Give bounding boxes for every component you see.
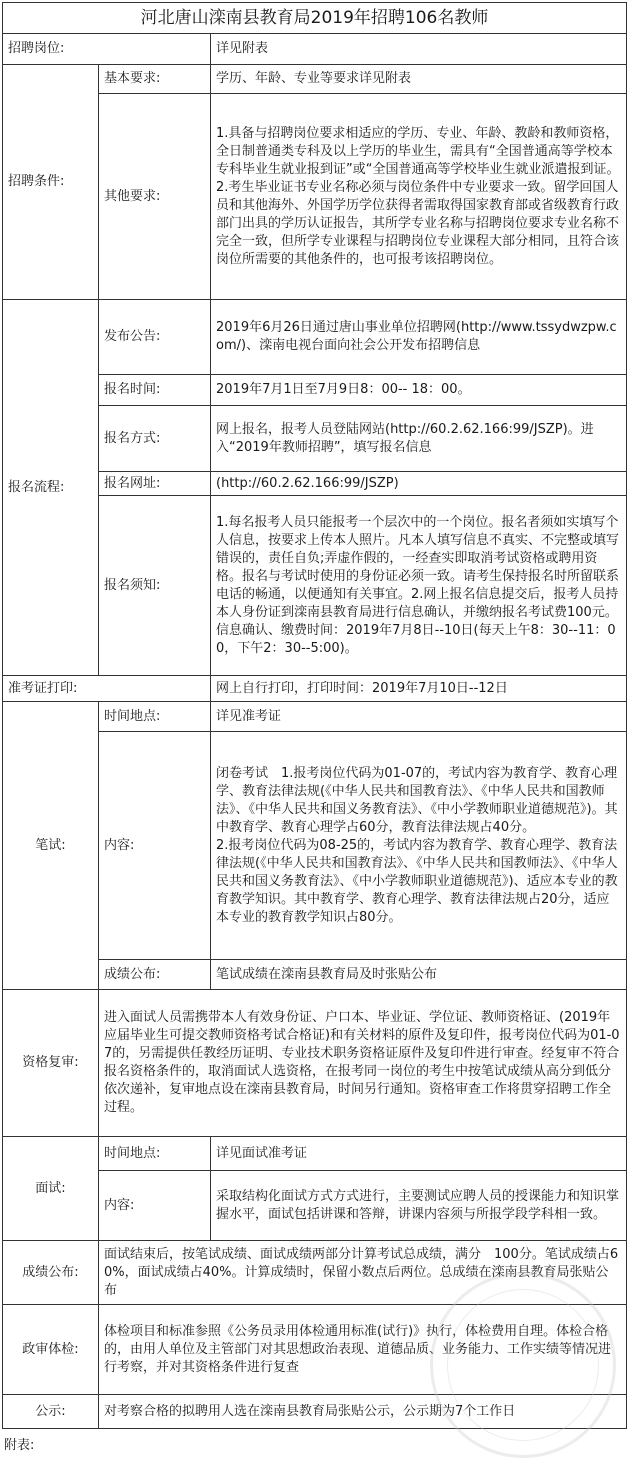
physical-value: 体检项目和标准参照《公务员录用体检通用标准(试行)》执行，体检费用自理。体检合格的，由用人单位及主管部门对其思想政治表现、道德品质、业务能力、工作实绩等情况进行考察，并对其资格条件进行复查 [99, 1305, 627, 1395]
announce-value: 2019年6月26日通过唐山事业单位招聘网(http://www.tssydwzpw.com/)、滦南电视台面向社会公开发布招聘信息 [211, 300, 627, 375]
written-content-part-1: 闭卷考试 1.报考岗位代码为01-07的，考试内容为教育学、教育心理学、教育法律法规(《中华人民共和国教育法》、《中华人民共和国教师法》、《中华人民共和国义务教育法》、《中小学教师职业道德规范》)。其中教育学、教育心理学占60分，教育法律法规占40分。 [216, 765, 618, 835]
interview-content-value: 采取结构化面试方式方式进行，主要测试应聘人员的授课能力和知识掌握水平，面试包括讲课和答辩，讲课内容须与所报学段学科相一致。 [211, 1171, 627, 1241]
review-value: 进入面试人员需携带本人有效身份证、户口本、毕业证、学位证、教师资格证、(2019年应届毕业生可提交教师资格考试合格证)和有关材料的原件及复印件，报考岗位代码为01-07的，另需提供任教经历证明、专业技术职务资格证原件及复印件进行审查。经复审不符合报名资格条件的，取消面试人选资格，在报考同一岗位的考生中按笔试成绩从高分到低分依次递补，复审地点设在滦南县教育局，时间另行通知。资格审查工作将贯穿招聘工作全过程。 [99, 990, 627, 1137]
review-label: 资格复审: [3, 990, 99, 1137]
other-requirement-value: 1.具备与招聘岗位要求相适应的学历、专业、年龄、教龄和教师资格，全日制普通类专科及以上学历的毕业生，需具有“全国普通高等学校本专科毕业生就业报到证”或“全国普通高等学校毕业生就业派遣报到证。2.考生毕业证书专业名称必须与岗位条件中专业要求一致。留学回国人员和其他海外、外国学历学位获得者需取得国家教育部或省级教育行政部门出具的学历认证报告，其所学专业名称与招聘岗位要求专业名称不完全一致，但所学专业课程与招聘岗位专业课程大部分相同，且符合该岗位所需要的其他条件的，也可报考该招聘岗位。 [211, 94, 627, 300]
signup-url-value: (http://60.2.62.166:99/JSZP) [211, 472, 627, 496]
written-score-value: 笔试成绩在滦南县教育局及时张贴公布 [211, 960, 627, 990]
written-place-value: 详见准考证 [211, 702, 627, 732]
announce-label: 发布公告: [99, 300, 211, 375]
interview-place-value: 详见面试准考证 [211, 1137, 627, 1171]
conditions-label: 招聘条件: [3, 65, 99, 300]
written-content-value [211, 732, 627, 960]
recruitment-table [2, 2, 627, 1429]
interview-label: 面试: [3, 1137, 99, 1241]
interview-place-label: 时间地点: [99, 1137, 211, 1171]
interview-content-label: 内容: [99, 1171, 211, 1241]
admission-row [3, 676, 627, 702]
interview-place-row [3, 1137, 627, 1171]
publicity-label: 公示: [3, 1395, 99, 1429]
post-row [3, 34, 627, 65]
page-title: 河北唐山滦南县教育局2019年招聘106名教师 [3, 3, 627, 34]
recruitment-table-wrapper [2, 2, 626, 1429]
results-row [3, 1241, 627, 1305]
physical-label: 政审体检: [3, 1305, 99, 1395]
basic-requirement-row [3, 65, 627, 94]
publicity-value: 对考察合格的拟聘用人选在滦南县教育局张贴公示，公示期为7个工作日 [99, 1395, 627, 1429]
written-exam-label: 笔试: [3, 702, 99, 990]
results-label: 成绩公布: [3, 1241, 99, 1305]
other-requirement-label: 其他要求: [99, 94, 211, 300]
signup-time-label: 报名时间: [99, 375, 211, 406]
signup-method-value: 网上报名，报考人员登陆网站(http://60.2.62.166:99/JSZP)。进入“2019年教师招聘”，填写报名信息 [211, 406, 627, 472]
admission-label: 准考证打印: [3, 676, 211, 702]
signup-notice-label: 报名须知: [99, 496, 211, 676]
post-label: 招聘岗位: [3, 34, 211, 65]
title-row [3, 3, 627, 34]
written-score-label: 成绩公布: [99, 960, 211, 990]
written-place-label: 时间地点: [99, 702, 211, 732]
written-content-label: 内容: [99, 732, 211, 960]
basic-requirement-label: 基本要求: [99, 65, 211, 94]
review-row [3, 990, 627, 1137]
signup-time-value: 2019年7月1日至7月9日8：00-- 18：00。 [211, 375, 627, 406]
process-label: 报名流程: [3, 300, 99, 676]
admission-value: 网上自行打印，打印时间：2019年7月10日--12日 [211, 676, 627, 702]
publicity-row [3, 1395, 627, 1429]
post-value: 详见附表 [211, 34, 627, 65]
signup-notice-value: 1.每名报考人员只能报考一个层次中的一个岗位。报名者须如实填写个人信息，按要求上传本人照片。凡本人填写信息不真实、不完整或填写错误的，责任自负;弄虚作假的，一经查实即取消考试资格或聘用资格。报名与考试时使用的身份证必须一致。请考生保持报名时所留联系电话的畅通，以便通知有关事宜。2.网上报名信息提交后，报考人员持本人身份证到滦南县教育局进行信息确认，并缴纳报名考试费100元。信息确认、缴费时间：2019年7月8日--10日(每天上午8：30--11：00，下午2：30--5:00)。 [211, 496, 627, 676]
written-place-row [3, 702, 627, 732]
appendix-label: 附表: [4, 1438, 35, 1453]
basic-requirement-value: 学历、年龄、专业等要求详见附表 [211, 65, 627, 94]
signup-method-label: 报名方式: [99, 406, 211, 472]
signup-url-label: 报名网址: [99, 472, 211, 496]
physical-row [3, 1305, 627, 1395]
announce-row [3, 300, 627, 375]
results-value: 面试结束后，按笔试成绩、面试成绩两部分计算考试总成绩，满分 100分。笔试成绩占60%，面试成绩占40%。计算成绩时，保留小数点后两位。总成绩在滦南县教育局张贴公布 [99, 1241, 627, 1305]
written-content-part-2: 2.报考岗位代码为08-25的，考试内容为教育学、教育心理学、教育法律法规(《中华人民共和国教育法》、《中华人民共和国教师法》、《中华人民共和国义务教育法》、《中小学教师职业道德规范》)、适应本专业的教育教学知识。其中教育学、教育心理学、教育法律法规占20分，适应本专业的教育教学知识占80分。 [216, 837, 618, 925]
